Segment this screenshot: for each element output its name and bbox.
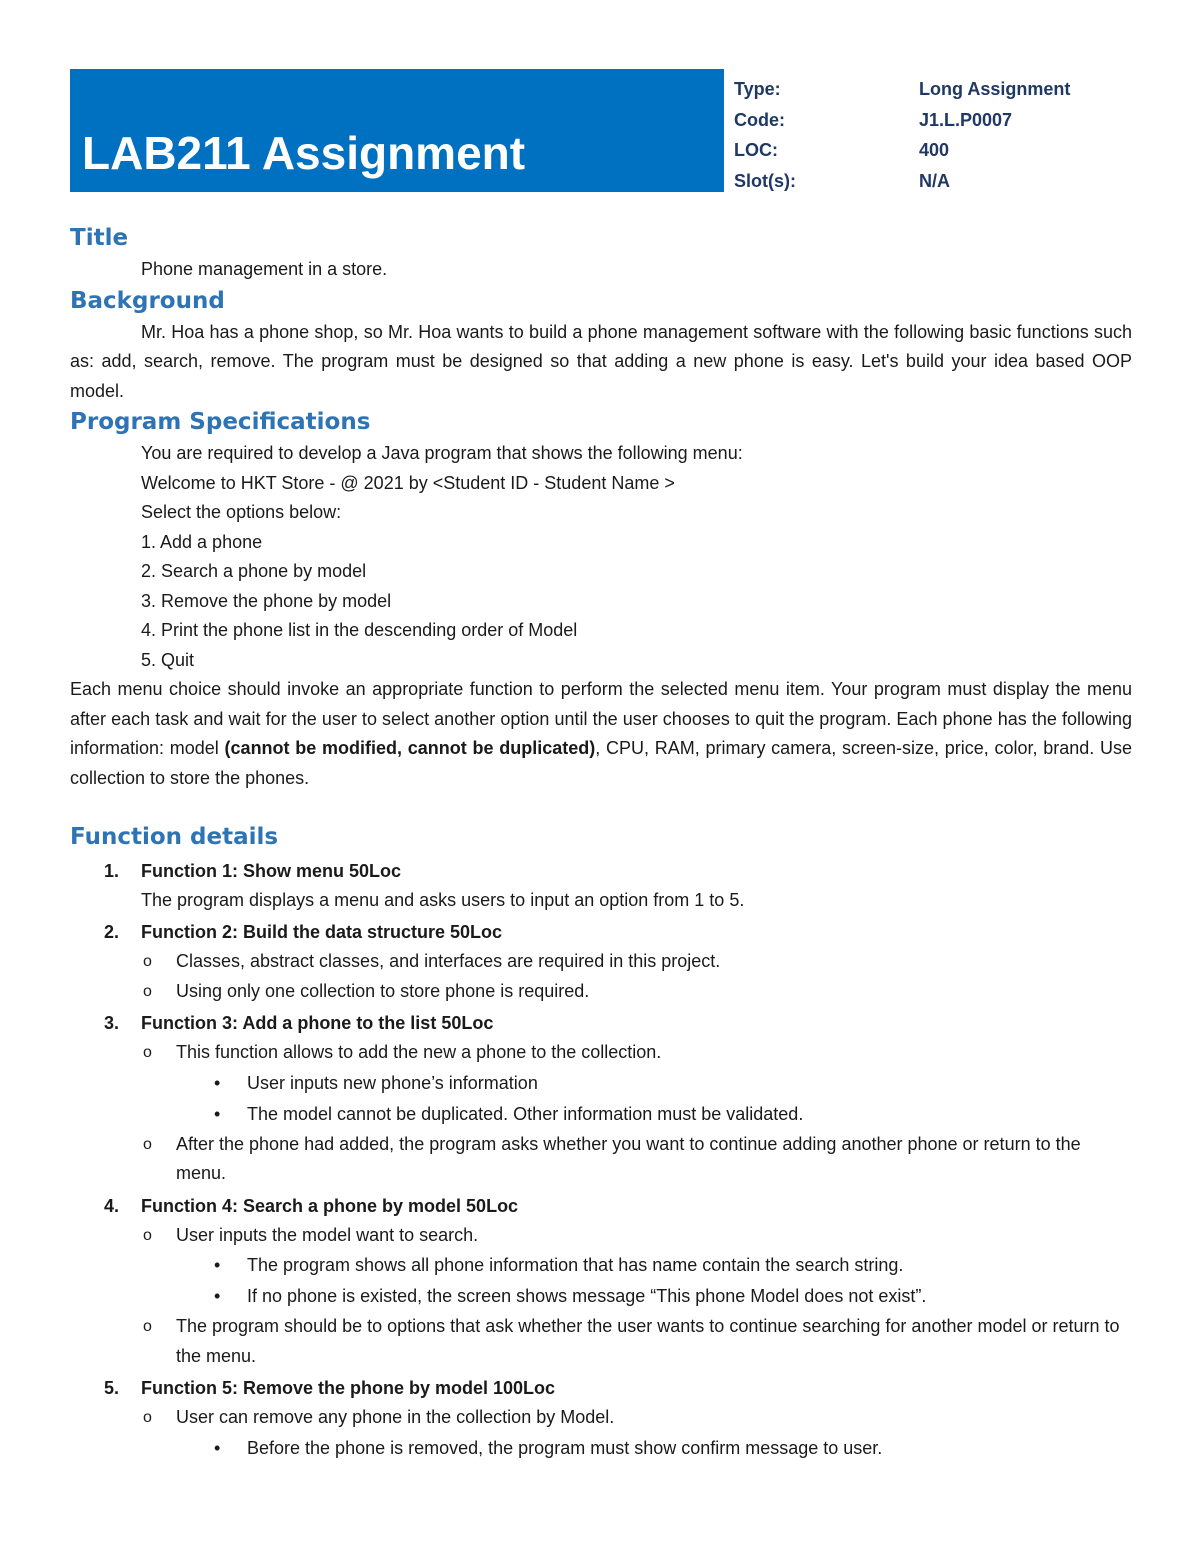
list-item: [70, 1433, 1132, 1464]
function-title-text: Function 2: Build the data structure 50Loc: [141, 922, 503, 942]
menu-item: 1. Add a phone: [141, 531, 263, 552]
specs-paragraph: [70, 675, 1132, 793]
function-3-title: [70, 1009, 1132, 1038]
menu-item: 3. Remove the phone by model: [141, 590, 392, 611]
section-heading-specs: Program Specifications: [70, 409, 371, 435]
list-number: 2.: [104, 922, 120, 942]
function-4-title: [70, 1192, 1132, 1221]
meta-key: Code:: [734, 109, 785, 130]
specs-paragraph-bold: (cannot be modified, cannot be duplicated): [224, 738, 596, 758]
dot-bullet-icon: •: [214, 1255, 221, 1275]
list-item-text: User inputs new phone’s information: [247, 1072, 538, 1093]
welcome-line: Welcome to HKT Store - @ 2021 by <Student ID - Student Name >: [141, 472, 675, 493]
circle-bullet-icon: o: [143, 953, 152, 970]
function-title-text: Function 4: Search a phone by model 50Loc: [141, 1195, 519, 1216]
section-heading-background: Background: [70, 287, 225, 314]
meta-row-code: [734, 105, 1154, 136]
circle-bullet-icon: o: [143, 1318, 152, 1335]
document-body: [70, 222, 1132, 1464]
circle-bullet-icon: o: [143, 1135, 152, 1153]
list-item-text: If no phone is existed, the screen shows message “This phone Model does not exist”.: [247, 1286, 927, 1306]
meta-value: J1.L.P0007: [919, 109, 1013, 130]
menu-item: 2. Search a phone by model: [141, 561, 367, 581]
function-2-title: [70, 918, 1132, 947]
list-item-text: The program should be to options that ask whether the user wants to continue searching for another model or return to the menu.: [176, 1316, 1120, 1366]
circle-bullet-icon: o: [143, 1044, 152, 1061]
function-1-title: [70, 857, 1132, 886]
dot-bullet-icon: •: [214, 1286, 221, 1306]
function-title-text: Function 3: Add a phone to the list 50Loc: [141, 1013, 494, 1033]
list-item: [70, 1038, 1132, 1068]
list-item-text: The program shows all phone information that has name contain the search string.: [247, 1255, 904, 1275]
function-title-text: Function 1: Show menu 50Loc: [141, 861, 402, 881]
dot-bullet-icon: •: [214, 1437, 221, 1458]
meta-row-slots: [734, 166, 1154, 197]
list-item: [70, 1403, 1132, 1433]
list-item: [70, 977, 1132, 1007]
meta-key: Type:: [734, 79, 781, 99]
circle-bullet-icon: o: [143, 1409, 152, 1426]
dot-bullet-icon: •: [214, 1103, 221, 1124]
meta-row-type: [734, 74, 1154, 105]
list-item: [70, 1130, 1132, 1189]
list-item-text: The model cannot be duplicated. Other information must be validated.: [247, 1103, 804, 1124]
list-item: [70, 1221, 1132, 1251]
meta-value: Long Assignment: [919, 79, 1071, 99]
list-number: 3.: [104, 1013, 120, 1033]
specs-paragraph-part: Each menu choice should invoke an appropriate function to perform the selected menu item. Your program must display the menu after each task and wait for the user to select another option until the user chooses to quit the program. Each phone has the following information: model: [70, 679, 1132, 758]
list-item: [70, 1099, 1132, 1130]
list-number: 5.: [104, 1378, 120, 1398]
menu-item: 4. Print the phone list in the descending order of Model: [141, 620, 578, 640]
list-item-text: Classes, abstract classes, and interfaces are required in this project.: [176, 951, 721, 971]
list-item-text: Using only one collection to store phone is required.: [176, 980, 590, 1001]
list-item: [70, 1068, 1132, 1099]
list-item-text: User can remove any phone in the collection by Model.: [176, 1407, 615, 1427]
circle-bullet-icon: o: [143, 1226, 152, 1244]
function-5-title: [70, 1374, 1132, 1403]
list-item: [70, 1281, 1132, 1312]
background-text: Mr. Hoa has a phone shop, so Mr. Hoa wants to build a phone management software with the following basic functions such as: add, search, remove. The program must be designed so that adding a new phone is easy. Let's build your idea based OOP model.: [70, 321, 1132, 401]
list-item-text: User inputs the model want to search.: [176, 1224, 479, 1245]
section-heading-title: Title: [70, 225, 129, 251]
menu-item: 5. Quit: [141, 649, 195, 670]
function-1-desc: The program displays a menu and asks users to input an option from 1 to 5.: [141, 890, 745, 910]
select-line: Select the options below:: [141, 502, 342, 522]
circle-bullet-icon: o: [143, 982, 152, 1000]
document-title: LAB211 Assignment: [82, 127, 526, 179]
title-text: Phone management in a store.: [141, 259, 388, 279]
specs-paragraph-part: , CPU, RAM, primary camera, screen-size, price, color, brand. Use collection to store the phones.: [70, 738, 1132, 788]
meta-row-loc: [734, 135, 1154, 166]
header-banner: [70, 69, 724, 192]
list-item: [70, 947, 1132, 977]
meta-value: 400: [919, 140, 950, 160]
section-heading-functions: Function details: [70, 824, 279, 850]
assignment-meta: [734, 74, 1154, 196]
list-item-text: After the phone had added, the program asks whether you want to continue adding another phone or return to the menu.: [176, 1133, 1081, 1183]
list-item-text: This function allows to add the new a phone to the collection.: [176, 1042, 662, 1062]
list-item-text: Before the phone is removed, the program must show confirm message to user.: [247, 1437, 883, 1458]
list-item: [70, 1250, 1132, 1281]
list-number: 4.: [104, 1195, 120, 1216]
list-item: [70, 1312, 1132, 1371]
meta-value: N/A: [919, 170, 950, 191]
dot-bullet-icon: •: [214, 1072, 221, 1093]
list-number: 1.: [104, 861, 120, 881]
meta-key: LOC:: [734, 140, 778, 160]
specs-intro: You are required to develop a Java program that shows the following menu:: [141, 443, 743, 463]
meta-key: Slot(s):: [734, 170, 796, 191]
function-title-text: Function 5: Remove the phone by model 100Loc: [141, 1378, 556, 1398]
